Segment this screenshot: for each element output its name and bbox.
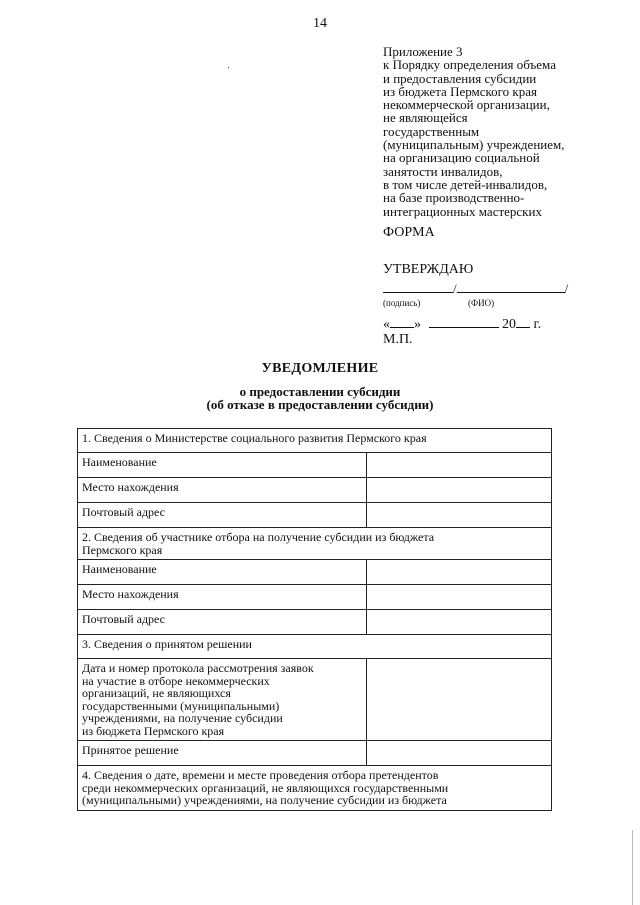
table-row bbox=[78, 585, 552, 610]
appendix-header bbox=[383, 45, 564, 218]
row-label: Место нахождения bbox=[78, 478, 367, 503]
year-blank bbox=[516, 314, 530, 328]
appendix-line: на базе производственно- bbox=[383, 190, 525, 206]
section2-header bbox=[78, 528, 552, 560]
label-line: государственными (муниципальными) bbox=[82, 698, 280, 713]
appendix-line: (муниципальным) учреждением, bbox=[383, 137, 565, 153]
row-label: Принятое решение bbox=[78, 741, 367, 766]
month-blank bbox=[429, 314, 499, 328]
row-label: Место нахождения bbox=[78, 585, 367, 610]
row-value[interactable] bbox=[367, 453, 552, 478]
section-header-row bbox=[78, 429, 552, 453]
appendix-line: на организацию социальной bbox=[383, 150, 540, 166]
subtitle-line: (об отказе в предоставлении субсидии) bbox=[206, 397, 434, 412]
header-line: (муниципальными) учреждениями, на получение субсидии из бюджета bbox=[82, 793, 447, 807]
row-value[interactable] bbox=[367, 585, 552, 610]
row-value[interactable] bbox=[367, 560, 552, 585]
day-blank bbox=[390, 314, 414, 328]
date-line bbox=[383, 314, 541, 333]
appendix-line: некоммерческой организации, bbox=[383, 97, 550, 113]
appendix-line: к Порядку определения объема bbox=[383, 57, 556, 73]
year-suffix: г. bbox=[533, 317, 542, 332]
table-row bbox=[78, 741, 552, 766]
table-row bbox=[78, 610, 552, 635]
quote-open: « bbox=[383, 317, 390, 332]
name-blank bbox=[457, 280, 565, 293]
section-header-row bbox=[78, 528, 552, 560]
section1-header: 1. Сведения о Министерстве социального развития Пермского края bbox=[78, 429, 552, 453]
scan-edge bbox=[632, 830, 633, 905]
table-row bbox=[78, 659, 552, 741]
label-line: на участие в отборе некоммерческих bbox=[82, 673, 270, 688]
page-number: 14 bbox=[313, 16, 327, 31]
header-line: Пермского края bbox=[82, 542, 163, 557]
subtitle-line: о предоставлении субсидии bbox=[239, 384, 401, 399]
label-line: организаций, не являющихся bbox=[82, 686, 231, 700]
header-line: среди некоммерческих организаций, не являющихся государственными bbox=[82, 780, 449, 795]
document-subtitle bbox=[0, 385, 640, 411]
row-value[interactable] bbox=[367, 741, 552, 766]
row-label: Наименование bbox=[78, 560, 367, 585]
row-label: Почтовый адрес bbox=[78, 503, 367, 528]
label-line: из бюджета Пермского края bbox=[82, 723, 225, 738]
header-line: 2. Сведения об участнике отбора на получение субсидии из бюджета bbox=[82, 530, 435, 544]
header-line: 4. Сведения о дате, времени и месте проведения отбора претендентов bbox=[82, 768, 439, 782]
section3-header: 3. Сведения о принятом решении bbox=[78, 635, 552, 659]
appendix-line: государственным bbox=[383, 123, 480, 139]
notification-table bbox=[77, 428, 552, 811]
row-label: Наименование bbox=[78, 453, 367, 478]
label-line: Дата и номер протокола рассмотрения заявок bbox=[82, 661, 314, 675]
protocol-label bbox=[78, 659, 367, 741]
signature-blank bbox=[383, 280, 453, 293]
section-header-row bbox=[78, 635, 552, 659]
year-prefix: 20 bbox=[502, 317, 516, 332]
section-header-row bbox=[78, 766, 552, 811]
form-label: ФОРМА bbox=[383, 225, 435, 240]
row-value[interactable] bbox=[367, 659, 552, 741]
table-row bbox=[78, 478, 552, 503]
row-value[interactable] bbox=[367, 610, 552, 635]
appendix-line: интеграционных мастерских bbox=[383, 203, 542, 219]
slash: / bbox=[564, 281, 569, 296]
appendix-line: Приложение 3 bbox=[383, 44, 463, 59]
row-value[interactable] bbox=[367, 478, 552, 503]
approval-title: УТВЕРЖДАЮ bbox=[383, 262, 474, 277]
section4-header bbox=[78, 766, 552, 811]
signature-caption: (подпись) bbox=[383, 298, 421, 308]
appendix-line: и предоставления субсидии bbox=[383, 70, 537, 86]
appendix-line: в том числе детей-инвалидов, bbox=[383, 176, 548, 192]
signature-line bbox=[383, 280, 568, 297]
table-row bbox=[78, 503, 552, 528]
appendix-line: не являющейся bbox=[383, 110, 468, 126]
document-title: УВЕДОМЛЕНИЕ bbox=[261, 361, 379, 376]
row-label: Почтовый адрес bbox=[78, 610, 367, 635]
appendix-line: из бюджета Пермского края bbox=[383, 83, 538, 99]
appendix-line: занятости инвалидов, bbox=[383, 163, 503, 179]
scan-speck bbox=[228, 67, 229, 68]
slash: / bbox=[453, 281, 457, 296]
label-line: учреждениями, на получение субсидии bbox=[82, 711, 283, 725]
table-row bbox=[78, 560, 552, 585]
table-row bbox=[78, 453, 552, 478]
quote-close: » bbox=[414, 317, 421, 332]
stamp-place: М.П. bbox=[383, 332, 413, 347]
name-caption: (ФИО) bbox=[468, 298, 495, 308]
row-value[interactable] bbox=[367, 503, 552, 528]
